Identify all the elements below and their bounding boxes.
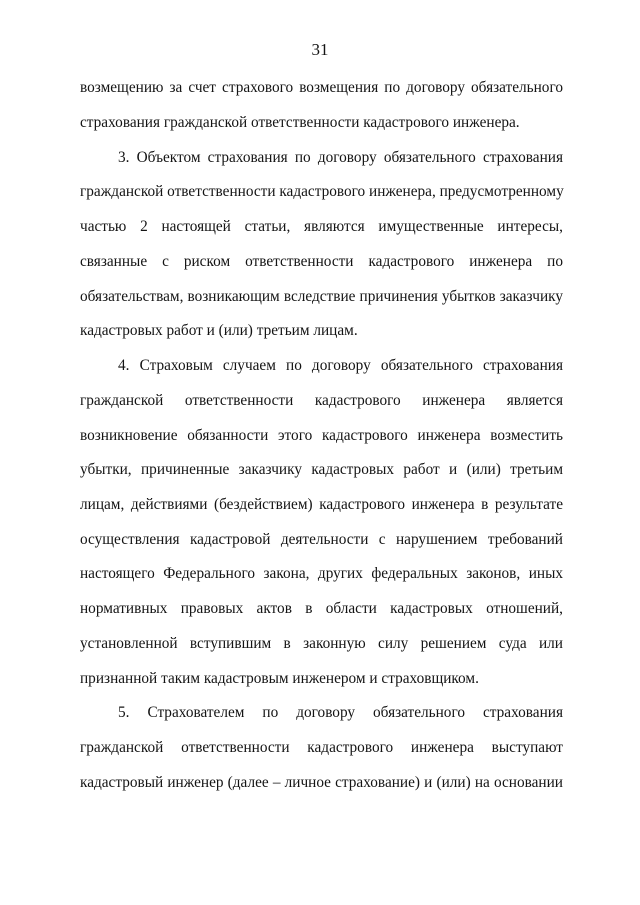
text-line: кадастровый инженер (далее – личное страхование) и (или) на основании [80,774,563,791]
text-line: кадастровых работ и (или) третьим лицам. [80,322,358,339]
text-line: признанной таким кадастровым инженером и страховщиком. [80,670,479,687]
text-line: возмещению за счет страхового возмещения по договору обязательного [80,79,563,96]
text-line: гражданской ответственности кадастрового инженера выступают [80,739,563,756]
text-line: настоящего Федерального закона, других федеральных законов, иных [80,565,563,582]
text-line: нормативных правовых актов в области кадастровых отношений, [80,600,563,617]
text-line: установленной вступившим в законную силу решением суда или [80,635,563,652]
text-line: лицам, действиями (бездействием) кадастрового инженера в результате [80,496,563,513]
text-line: страхования гражданской ответственности кадастрового инженера. [80,114,520,131]
text-line: гражданской ответственности кадастрового инженера, предусмотренному [80,183,564,200]
text-line: гражданской ответственности кадастрового инженера является [80,392,563,409]
text-line: возникновение обязанности этого кадастрового инженера возместить [80,427,563,444]
text-line: убытки, причиненные заказчику кадастровых работ и (или) третьим [80,461,563,478]
text-line: 5. Страхователем по договору обязательного страхования [118,704,563,721]
text-line: 4. Страховым случаем по договору обязательного страхования [118,357,563,374]
text-line: частью 2 настоящей статьи, являются имущественные интересы, [80,218,563,235]
page-number: 31 [311,40,329,59]
text-line: связанные с риском ответственности кадастрового инженера по [80,253,563,270]
text-line: 3. Объектом страхования по договору обязательного страхования [118,149,563,166]
text-line: обязательствам, возникающим вследствие причинения убытков заказчику [80,288,563,305]
text-line: осуществления кадастровой деятельности с нарушением требований [80,531,563,548]
